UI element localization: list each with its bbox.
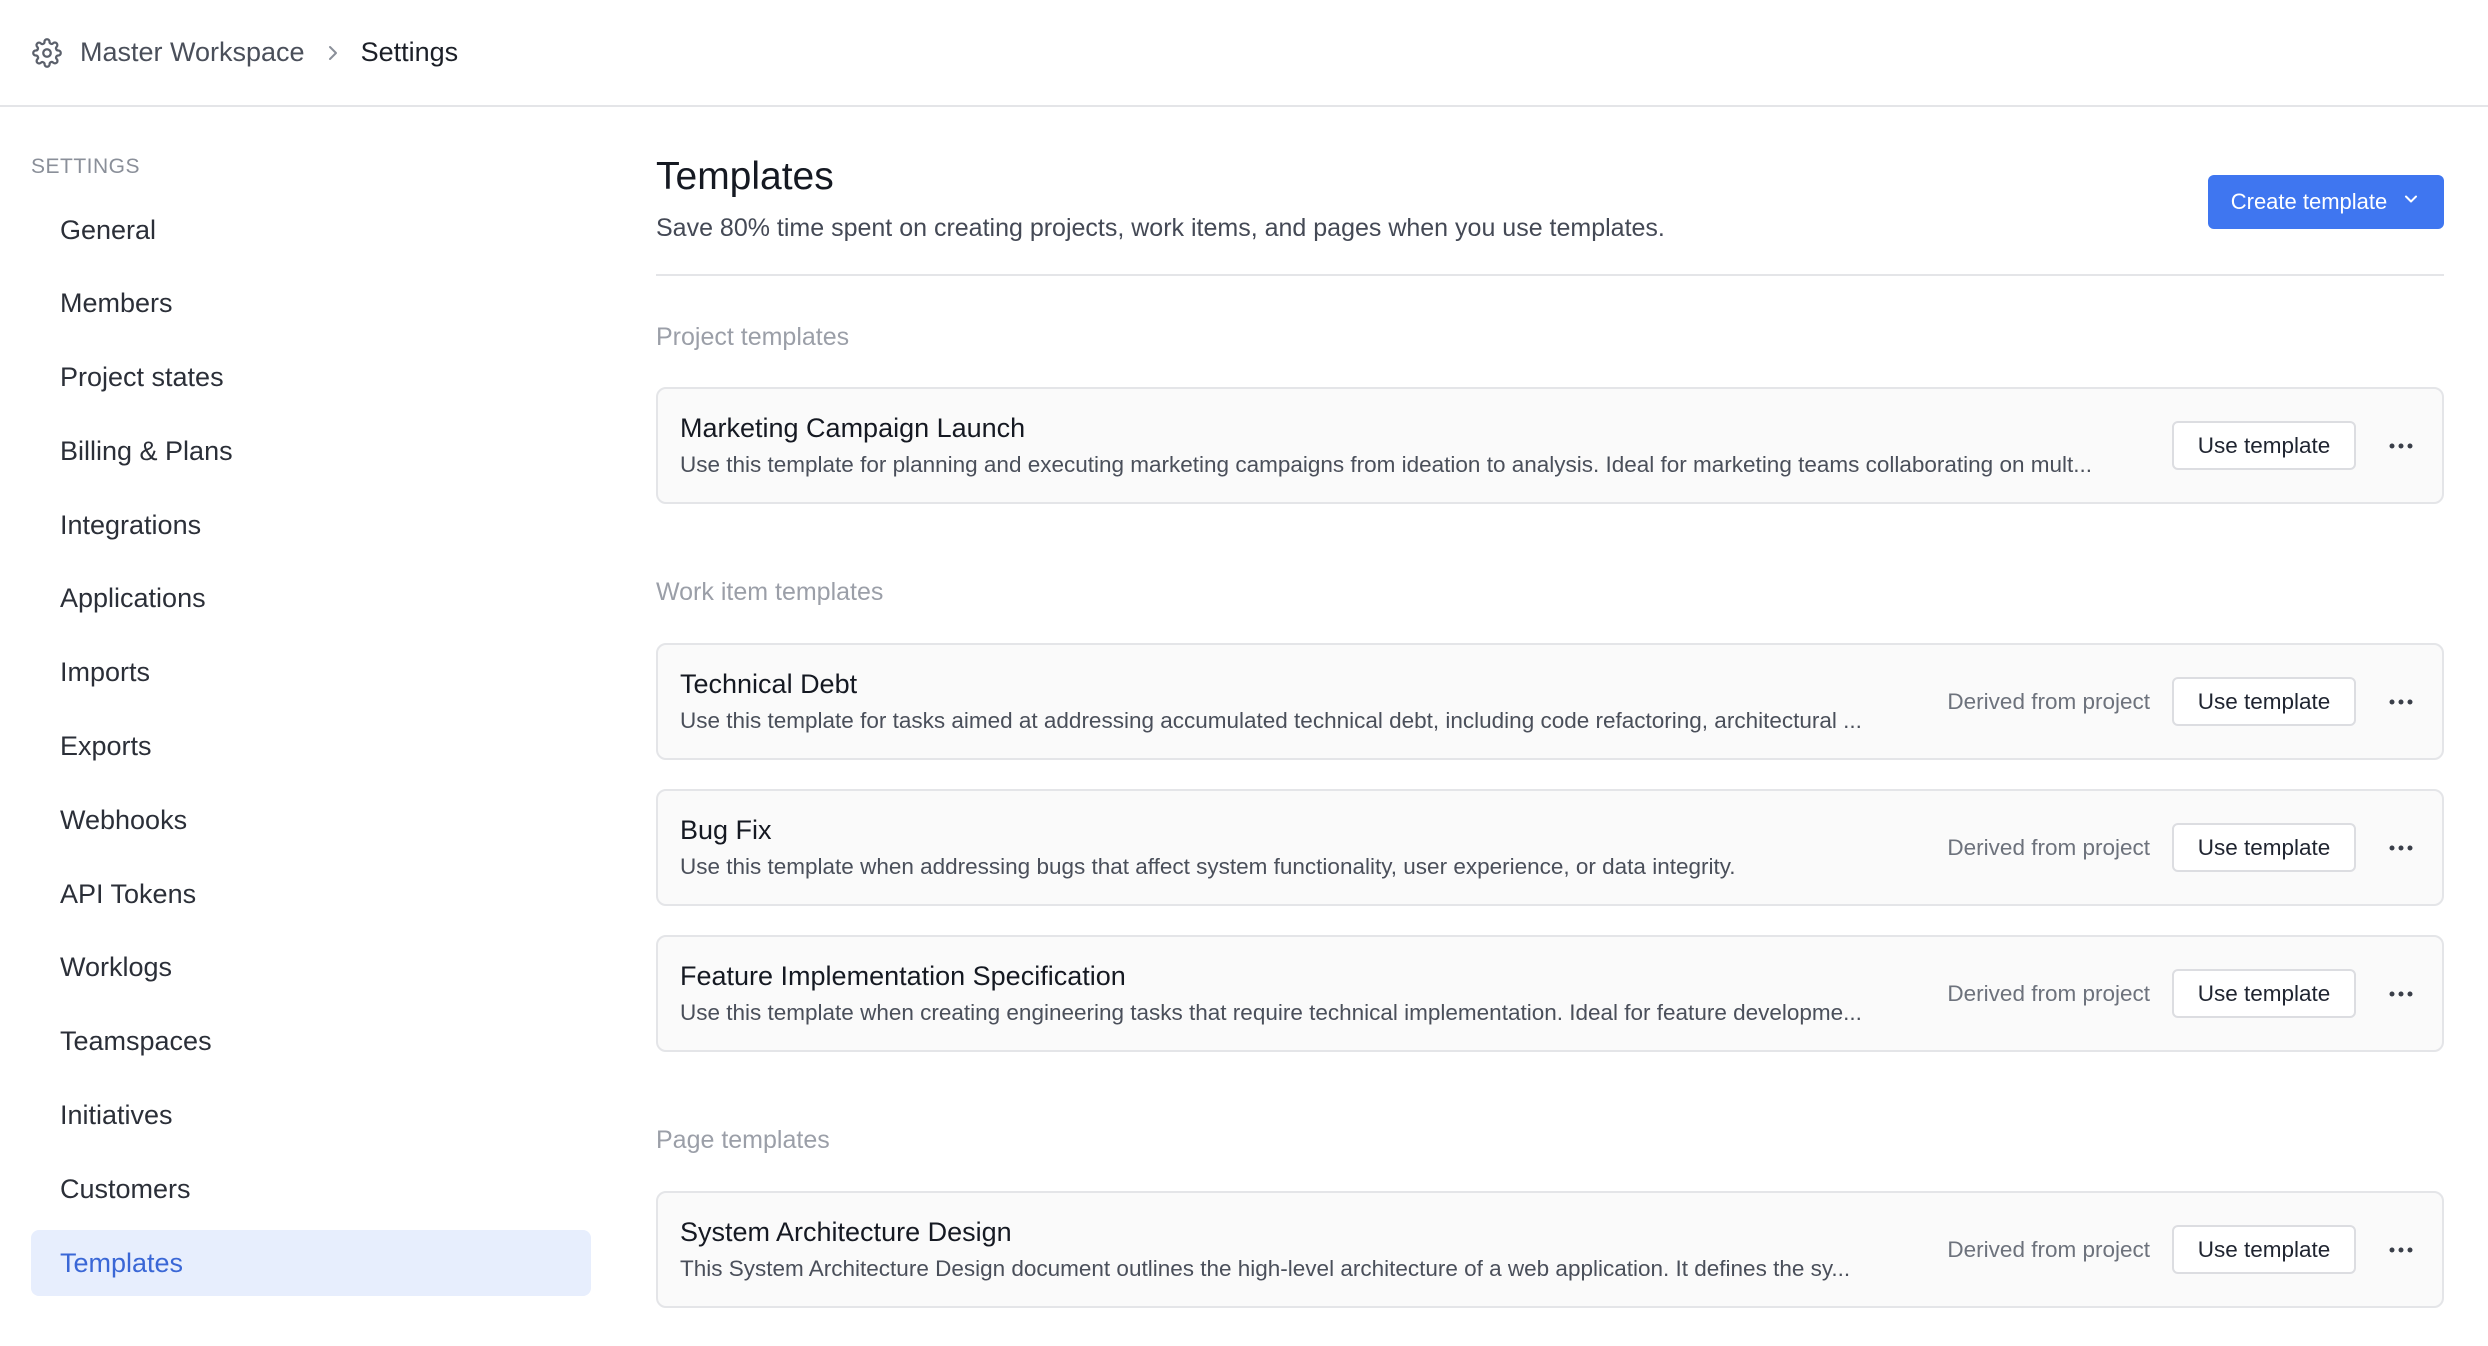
template-name: Marketing Campaign Launch	[680, 413, 1026, 443]
settings-sidebar	[0, 107, 620, 1346]
use-template-button[interactable]: Use template	[2172, 421, 2356, 470]
template-card	[656, 789, 2444, 906]
sidebar-item-initiatives[interactable]: Initiatives	[60, 1100, 173, 1131]
top-bar	[0, 0, 2488, 107]
more-options-icon[interactable]	[2382, 683, 2420, 721]
chevron-right-icon	[325, 42, 341, 64]
template-description: This System Architecture Design document outlines the high-level architecture of a web application. It defines the sy...	[680, 1256, 1851, 1281]
sidebar-item-billing-plans[interactable]: Billing & Plans	[60, 435, 233, 466]
page-title: Templates	[656, 155, 834, 198]
sidebar-item-api-tokens[interactable]: API Tokens	[60, 878, 197, 909]
breadcrumb-current: Settings	[360, 37, 459, 67]
sidebar-item-worklogs[interactable]: Worklogs	[60, 952, 173, 983]
template-source-label: Derived from project	[1947, 834, 2150, 860]
template-description: Use this template for tasks aimed at addressing accumulated technical debt, including code refactoring, architectural ...	[680, 708, 1862, 733]
sidebar-item-customers[interactable]: Customers	[60, 1173, 191, 1204]
create-template-label: Create template	[2230, 189, 2388, 214]
breadcrumb-workspace[interactable]: Master Workspace	[80, 37, 305, 67]
sidebar-heading: SETTINGS	[31, 155, 141, 178]
sidebar-item-exports[interactable]: Exports	[60, 731, 152, 762]
sidebar-item-teamspaces[interactable]: Teamspaces	[60, 1026, 212, 1057]
more-options-icon[interactable]	[2382, 975, 2420, 1013]
sidebar-item-webhooks[interactable]: Webhooks	[60, 804, 188, 835]
sidebar-item-templates[interactable]: Templates	[31, 1230, 591, 1296]
gear-icon	[32, 38, 62, 68]
more-options-icon[interactable]	[2382, 427, 2420, 465]
create-template-button[interactable]	[2208, 175, 2444, 229]
header-divider	[656, 274, 2444, 276]
sidebar-item-applications[interactable]: Applications	[60, 583, 206, 614]
section-title-work-item-templates: Work item templates	[656, 578, 884, 606]
sidebar-item-general[interactable]: General	[60, 214, 157, 245]
sidebar-item-members[interactable]: Members	[60, 288, 173, 319]
template-name: Feature Implementation Specification	[680, 961, 1126, 991]
template-description: Use this template for planning and executing marketing campaigns from ideation to analysis. Ideal for marketing teams collaborating on mult...	[680, 452, 2092, 477]
use-template-button[interactable]: Use template	[2172, 677, 2356, 726]
use-template-button[interactable]: Use template	[2172, 969, 2356, 1018]
sidebar-nav	[31, 197, 591, 1304]
section-title-page-templates: Page templates	[656, 1126, 830, 1154]
page-subtitle: Save 80% time spent on creating projects, work items, and pages when you use templates.	[656, 214, 1665, 242]
template-source-label: Derived from project	[1947, 688, 2150, 714]
use-template-button[interactable]: Use template	[2172, 1225, 2356, 1274]
use-template-button[interactable]: Use template	[2172, 823, 2356, 872]
template-description: Use this template when addressing bugs that affect system functionality, user experience, or data integrity.	[680, 854, 1736, 879]
more-options-icon[interactable]	[2382, 829, 2420, 867]
template-name: Technical Debt	[680, 669, 858, 699]
template-card	[656, 935, 2444, 1052]
sidebar-item-integrations[interactable]: Integrations	[60, 509, 202, 540]
sidebar-item-project-states[interactable]: Project states	[60, 362, 224, 393]
template-card	[656, 387, 2444, 504]
template-name: Bug Fix	[680, 815, 772, 845]
template-source-label: Derived from project	[1947, 1236, 2150, 1262]
chevron-down-icon	[2401, 189, 2421, 215]
template-description: Use this template when creating engineering tasks that require technical implementation. Ideal for feature developme...	[680, 1000, 1862, 1025]
section-title-project-templates: Project templates	[656, 323, 850, 351]
template-card	[656, 1191, 2444, 1308]
template-name: System Architecture Design	[680, 1217, 1012, 1247]
template-source-label: Derived from project	[1947, 980, 2150, 1006]
template-card	[656, 643, 2444, 760]
more-options-icon[interactable]	[2382, 1231, 2420, 1269]
sidebar-item-imports[interactable]: Imports	[60, 657, 151, 688]
